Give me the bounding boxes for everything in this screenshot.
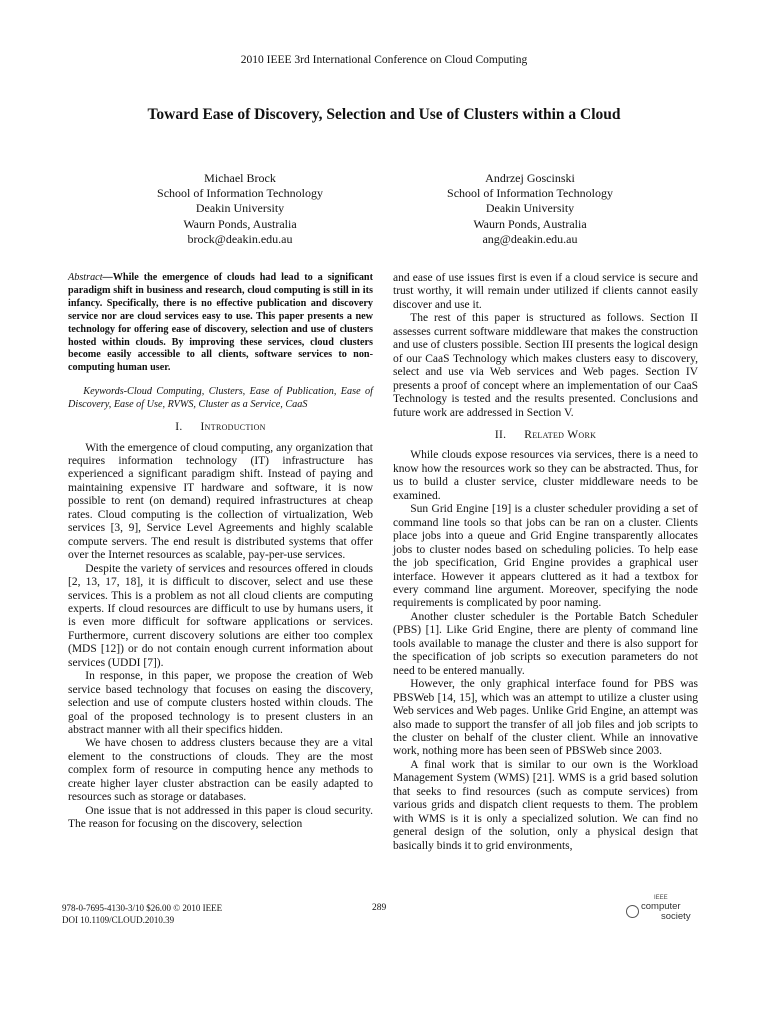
right-column [393, 272, 698, 853]
paragraph: Sun Grid Engine [19] is a cluster scheduler providing a set of command line tools so that jobs can be ran on a cluster. Clients place jobs into a queue and Grid Engine transparently allocates jobs to cluster nodes based on scheduling policies. To help ease the job specification, Grid Engine provides a graphical user interface. However it appears cluttered as it had a textbox for every command line argument. Moreover, specifying the node requirements is complicated by poor naming. [393, 503, 698, 610]
ieee-computer-society-logo [626, 895, 696, 925]
paragraph: A final work that is similar to our own is the Workload Management System (WMS) [21]. WMS is a grid based solution that seeks to find resources (such as compute services) from various grids and dispatch client requests to them. The problem with WMS is it is only a specialized solution. We can find no general design of the solution, only a physical design that basically binds it to grid environments, [393, 758, 698, 852]
author-block-2 [400, 171, 660, 247]
paper-title: Toward Ease of Discovery, Selection and Use of Clusters within a Cloud [147, 106, 621, 123]
author-university: Deakin University [485, 201, 575, 216]
section-heading-introduction [68, 421, 373, 434]
paragraph: With the emergence of cloud computing, any organization that requires information technology (IT) infrastructure has experienced a significant paradigm shift. Instead of paying and maintaining expensive IT hardware and software, it is now possible to rent (on demand) required infrastructures at cheap rates. Cloud computing is the collection of virtualization, Web services [3, 9], Service Level Agreements and highly scalable compute servers. The end result is distributed systems that offer over the Internet resources as scalable, pay-per-use services. [68, 441, 373, 562]
paragraph: While clouds expose resources via services, there is a need to know how the resources work so they can be abstracted. Thus, for us to build a cluster service, cluster middleware needs to be examined. [393, 449, 698, 502]
author-email: ang@deakin.edu.au [482, 231, 578, 246]
author-school: School of Information Technology [157, 186, 323, 201]
abstract [68, 272, 373, 375]
logo-bottom-text: society [661, 911, 691, 922]
paragraph: The rest of this paper is structured as follows. Section II assesses current software middleware that makes the construction and use of clusters possible. Section III presents the logical design of our CaaS Technology which makes clusters easy to discovery, select and use via Web services and Web pages. Section IV presents a proof of concept where an implementation of our CaaS Technology is tested and the results presented. Conclusions and future work are addressed in Section V. [393, 312, 698, 419]
author-email: brock@deakin.edu.au [187, 231, 293, 246]
paragraph: However, the only graphical interface found for PBS was PBSWeb [14, 15], which was an attempt to utilize a cluster using Web services and Web pages. Unlike Grid Engine, an attempt was also made to support the transfer of all job files and job scripts to the cluster on behalf of the cluster client. While an innovative work, nothing more has been seen of PBSWeb since 2003. [393, 678, 698, 758]
paragraph: Despite the variety of services and resources offered in clouds [2, 13, 17, 18], it is difficult to discover, select and use these services. This is a problem as not all cloud clients are computing experts. If cloud resources are difficult to use by humans users, it is even more difficult for software applications or services. Furthermore, current discovery solutions are either too complex (MDS [12]) or do not contain enough current information about services (UDDI [7]). [68, 562, 373, 669]
left-column [68, 272, 373, 832]
section-heading-related-work [393, 429, 698, 442]
author-name: Michael Brock [204, 171, 276, 185]
conference-header: 2010 IEEE 3rd International Conference on Cloud Computing [240, 54, 528, 66]
author-location: Waurn Ponds, Australia [183, 216, 297, 231]
footer-isbn: 978-0-7695-4130-3/10 $26.00 © 2010 IEEE [62, 903, 223, 913]
paragraph: Another cluster scheduler is the Portable Batch Scheduler (PBS) [1]. Like Grid Engine, there are plenty of command line tools available to manage the cluster and there is also support for the specification of job scripts so execution parameters do not need to be entered manually. [393, 610, 698, 677]
paragraph: One issue that is not addressed in this paper is cloud security. The reason for focusing on the discovery, selection [68, 804, 373, 831]
footer-copyright [62, 903, 222, 926]
paragraph: We have chosen to address clusters because they are a vital element to the constructions of clouds. They are the most complex form of resource in computing hence any methods to create higher layer cluster abstraction can be easily adapted to resources such as storage or databases. [68, 737, 373, 804]
section-number: I. [175, 421, 183, 434]
section-title: Introduction [200, 421, 266, 434]
abstract-text: —While the emergence of clouds had lead to a significant paradigm shift in business and research, cloud computing is still in its infancy. Specifically, there is no effective publication and discovery service nor are cloud services easy to use. This paper presents a new technology for offering ease of discovery, selection and use of clusters hosted within clouds. By improving these services, cloud clusters become easily accessible to all clients, software services to non-computing human user. [68, 272, 373, 374]
section-title: Related Work [524, 428, 597, 441]
globe-icon [626, 905, 639, 918]
author-block-1 [110, 171, 370, 247]
paragraph: and ease of use issues first is even if a cloud service is secure and trust worthy, it will remain under utilized if clients cannot easily discover and use it. [393, 272, 698, 311]
abstract-lead: Abstract [68, 272, 103, 283]
author-location: Waurn Ponds, Australia [473, 216, 587, 231]
author-university: Deakin University [195, 201, 285, 216]
paragraph: In response, in this paper, we propose the creation of Web service based technology that focuses on easing the discovery, selection and use of compute clusters hosted within clouds. The goal of the proposed technology is to present clusters in an abstract manner with all their specifics hidden. [68, 670, 373, 737]
footer-doi: DOI 10.1109/CLOUD.2010.39 [62, 914, 175, 925]
logo-top-text: IEEE [654, 895, 668, 901]
page-number: 289 [372, 903, 387, 913]
section-number: II. [494, 428, 507, 441]
author-name: Andrzej Goscinski [485, 171, 575, 185]
keywords: Keywords-Cloud Computing, Clusters, Ease of Publication, Ease of Discovery, Ease of Use, RVWS, Cluster as a Service, CaaS [68, 386, 373, 411]
logo-mid-text: computer [641, 901, 681, 912]
author-school: School of Information Technology [447, 186, 613, 201]
